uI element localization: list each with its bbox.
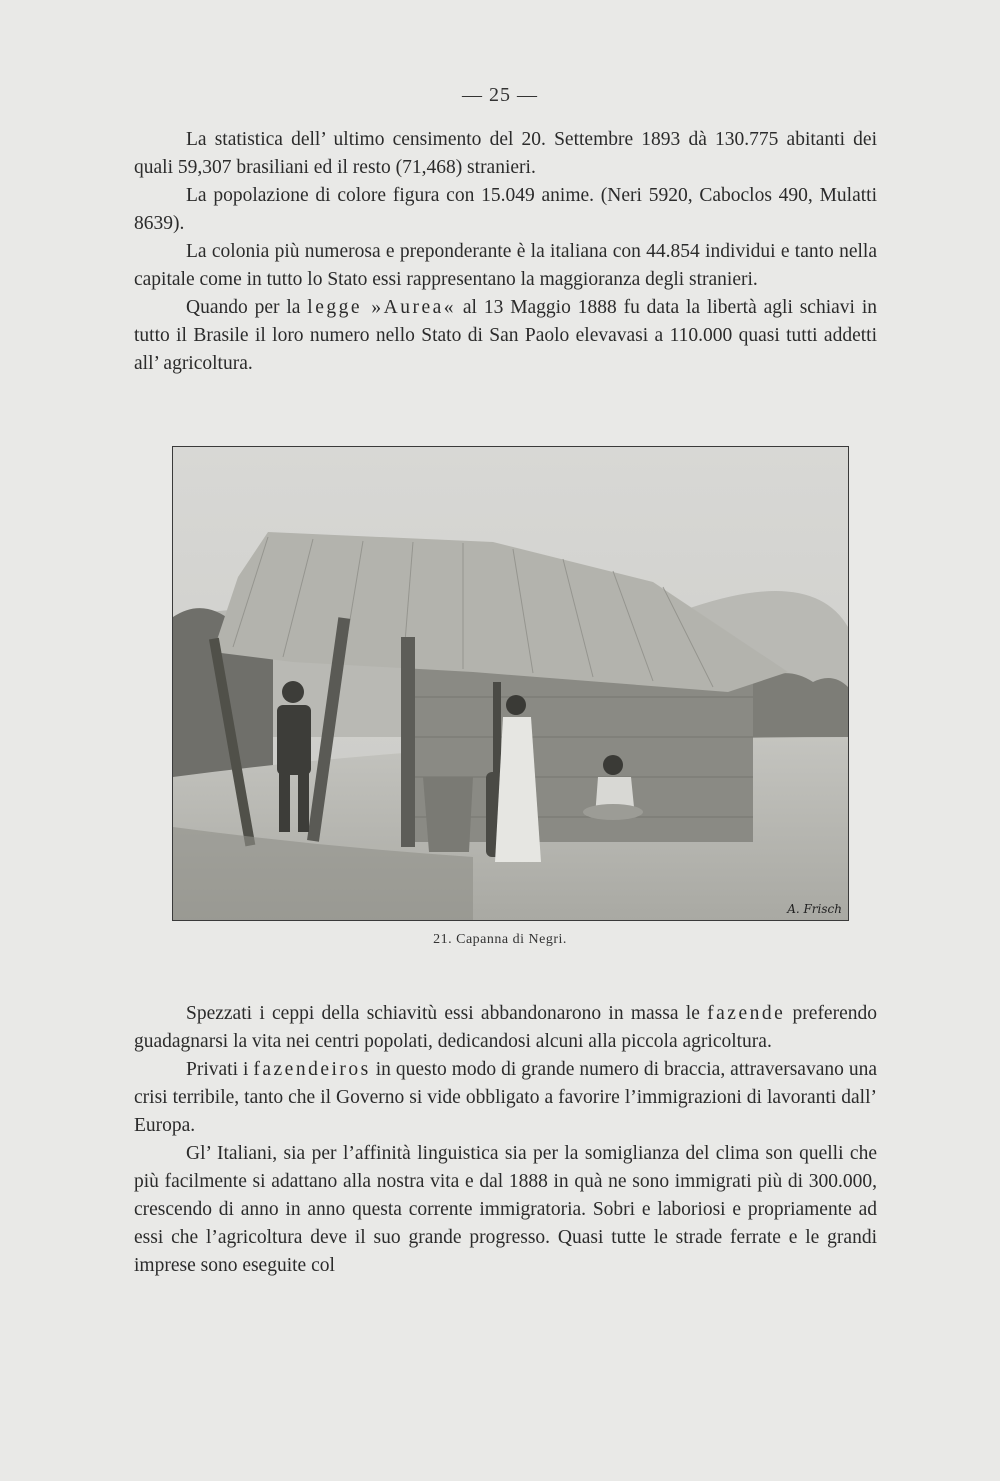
paragraph-aurea-law — [134, 294, 877, 378]
hut-photo-illustration — [173, 447, 848, 920]
aurea-law-spaced: legge »Aurea« — [307, 297, 457, 318]
paragraph-census: La statistica dell’ ultimo censimento del 20. Settembre 1893 dà 130.775 abitanti dei quali 59,307 brasiliani ed il resto (71,468) stranieri. — [134, 129, 877, 178]
aurea-text-1: Quando per la — [186, 297, 308, 318]
hut-photograph — [172, 446, 849, 921]
chains-text-2: preferendo guadagnarsi la vita nei centri popolati, dedicandosi alcuni alla piccola agricoltura. — [134, 1003, 877, 1052]
paragraph-italians: Gl’ Italiani, sia per l’affinità linguistica sia per la somiglianza del clima son quelli che più facilmente si adattano alla nostra vita e dal 1888 in quà ne sono immigrati più di 300.000, crescendo di anno in anno questa corrente immigratoria. Sobri e laboriosi e propriamente ad essi che l’agricoltura deve il suo grande progresso. Quasi tutte le strade ferrate e le grandi imprese sono eseguite col — [134, 1143, 877, 1276]
bottom-text-block — [134, 1000, 877, 1280]
top-text-block — [134, 126, 877, 378]
fazendeiros-text-2: in questo modo di grande numero di braccia, attraversavano una crisi terribile, tanto che il Governo si vide obbligato a favorire l’immigrazioni di lavoranti dall’ Europa. — [134, 1059, 877, 1136]
paragraph-chains-broken — [134, 1000, 877, 1056]
photographer-signature: A. Frisch — [787, 902, 842, 916]
paragraph-italian-colony: La colonia più numerosa e preponderante è la italiana con 44.854 individui e tanto nella capitale come in tutto lo Stato essi rappresentano la maggioranza degli stranieri. — [134, 241, 877, 290]
page-number: — 25 — — [462, 84, 538, 106]
chains-text-1: Spezzati i ceppi della schiavitù essi abbandonarono in massa le — [186, 1003, 708, 1024]
aurea-text-2: al 13 Maggio 1888 fu data la libertà agli schiavi in tutto il Brasile il loro numero nello Stato di San Paolo elevavasi a 110.000 quasi tutti addetti all’ agricoltura. — [134, 297, 877, 374]
figure-caption: 21. Capanna di Negri. — [433, 932, 567, 947]
fazendeiros-text-1: Privati i — [186, 1059, 254, 1080]
paragraph-fazendeiros — [134, 1056, 877, 1140]
paragraph-colored-population: La popolazione di colore figura con 15.049 anime. (Neri 5920, Caboclos 490, Mulatti 8639). — [134, 185, 877, 234]
fazende-spaced: fazende — [707, 1003, 786, 1024]
fazendeiros-spaced: fazendeiros — [253, 1059, 371, 1080]
